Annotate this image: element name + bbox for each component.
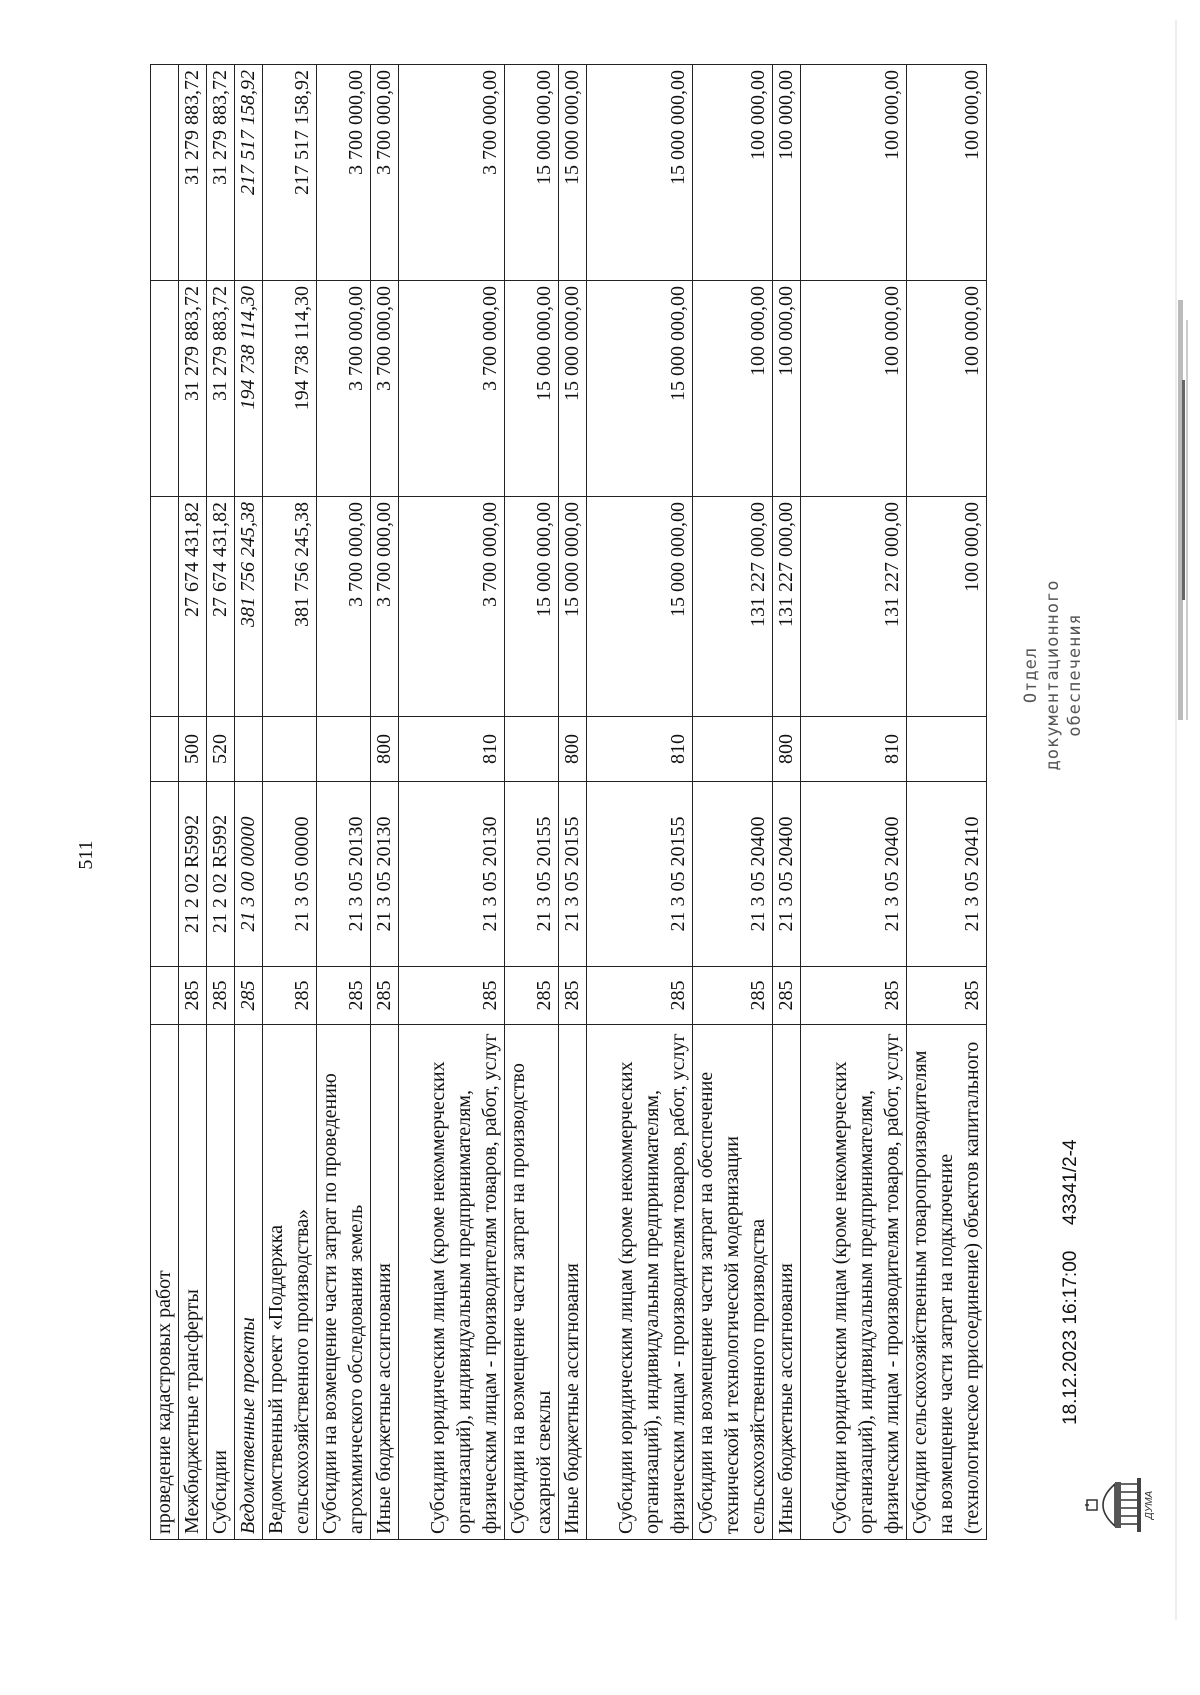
cell-name: Субсидии юридическим лицам (кроме некоммерческих организаций), индивидуальным предпринимателям, физическим лицам - производителям товаров, работ, услуг	[801, 1025, 907, 1540]
cell-target-article	[151, 782, 179, 967]
table-body	[151, 65, 987, 1540]
cell-amount-2: 3 700 000,00	[317, 281, 371, 497]
cell-name: проведение кадастровых работ	[151, 1025, 179, 1540]
cell-amount-3: 15 000 000,00	[587, 65, 693, 281]
footer-date: 18.12.2023 16:17:00	[1060, 1250, 1081, 1425]
cell-amount-2: 31 279 883,72	[207, 281, 235, 497]
cell-name: Субсидии сельскохозяйственным товаропроизводителям на возмещение части затрат на подключение (технологическое присоединение) объектов капитального	[907, 1025, 987, 1540]
cell-grbs: 285	[317, 967, 371, 1025]
department-stamp	[1020, 565, 1086, 785]
cell-target-article: 21 3 05 20400	[773, 782, 801, 967]
table-row	[907, 65, 987, 1540]
cell-target-article: 21 3 00 00000	[235, 782, 263, 967]
cell-expense-type	[151, 717, 179, 782]
cell-grbs	[151, 967, 179, 1025]
cell-target-article: 21 3 05 20400	[801, 782, 907, 967]
table-row	[559, 65, 587, 1540]
cell-amount-3: 3 700 000,00	[371, 65, 399, 281]
table-row	[263, 65, 317, 1540]
cell-grbs: 285	[505, 967, 559, 1025]
cell-expense-type: 800	[773, 717, 801, 782]
cell-amount-2: 31 279 883,72	[179, 281, 207, 497]
cell-name: Субсидии юридическим лицам (кроме некоммерческих организаций), индивидуальным предпринимателям, физическим лицам - производителям товаров, работ, услуг	[587, 1025, 693, 1540]
cell-name: Субсидии юридическим лицам (кроме некоммерческих организаций), индивидуальным предпринимателям, физическим лицам - производителям товаров, работ, услуг	[399, 1025, 505, 1540]
cell-target-article: 21 3 05 20130	[371, 782, 399, 967]
table-row	[151, 65, 179, 1540]
cell-amount-1: 3 700 000,00	[317, 497, 371, 717]
cell-amount-2: 100 000,00	[773, 281, 801, 497]
cell-amount-3: 217 517 158,92	[235, 65, 263, 281]
cell-expense-type: 500	[179, 717, 207, 782]
cell-name: Иные бюджетные ассигнования	[559, 1025, 587, 1540]
cell-amount-1: 131 227 000,00	[773, 497, 801, 717]
cell-amount-2: 15 000 000,00	[587, 281, 693, 497]
cell-expense-type	[317, 717, 371, 782]
cell-amount-2: 15 000 000,00	[559, 281, 587, 497]
cell-amount-2: 3 700 000,00	[371, 281, 399, 497]
cell-expense-type: 810	[587, 717, 693, 782]
cell-target-article: 21 3 05 20130	[317, 782, 371, 967]
cell-amount-1: 15 000 000,00	[505, 497, 559, 717]
cell-grbs: 285	[773, 967, 801, 1025]
cell-amount-3: 31 279 883,72	[179, 65, 207, 281]
cell-amount-3: 3 700 000,00	[399, 65, 505, 281]
cell-amount-1: 131 227 000,00	[801, 497, 907, 717]
cell-grbs: 285	[263, 967, 317, 1025]
cell-target-article: 21 2 02 R5992	[207, 782, 235, 967]
table-row	[773, 65, 801, 1540]
cell-amount-3	[151, 65, 179, 281]
cell-name: Ведомственные проекты	[235, 1025, 263, 1540]
cell-grbs: 285	[801, 967, 907, 1025]
cell-grbs: 285	[235, 967, 263, 1025]
cell-target-article: 21 3 05 20400	[693, 782, 773, 967]
cell-grbs: 285	[587, 967, 693, 1025]
cell-amount-1: 100 000,00	[907, 497, 987, 717]
table-row	[179, 65, 207, 1540]
cell-amount-3: 31 279 883,72	[207, 65, 235, 281]
cell-amount-1: 15 000 000,00	[559, 497, 587, 717]
cell-name: Субсидии	[207, 1025, 235, 1540]
cell-amount-2	[151, 281, 179, 497]
cell-amount-3: 3 700 000,00	[317, 65, 371, 281]
cell-name: Иные бюджетные ассигнования	[773, 1025, 801, 1540]
table-row	[399, 65, 505, 1540]
cell-expense-type	[505, 717, 559, 782]
cell-grbs: 285	[693, 967, 773, 1025]
cell-name: Субсидии на возмещение части затрат на производство сахарной свеклы	[505, 1025, 559, 1540]
page-number: 511	[75, 840, 97, 870]
table-row	[235, 65, 263, 1540]
cell-target-article: 21 2 02 R5992	[179, 782, 207, 967]
cell-amount-1: 131 227 000,00	[693, 497, 773, 717]
cell-amount-1: 381 756 245,38	[235, 497, 263, 717]
cell-grbs: 285	[207, 967, 235, 1025]
cell-grbs: 285	[559, 967, 587, 1025]
cell-amount-3: 100 000,00	[907, 65, 987, 281]
cell-name: Субсидии на возмещение части затрат по проведению агрохимического обследования земель	[317, 1025, 371, 1540]
table-row	[693, 65, 773, 1540]
cell-expense-type	[907, 717, 987, 782]
logo-text: ДУМА	[1144, 1490, 1155, 1520]
scan-edge-marks	[1120, 0, 1200, 1695]
cell-grbs: 285	[907, 967, 987, 1025]
cell-target-article: 21 3 05 20410	[907, 782, 987, 967]
cell-amount-3: 15 000 000,00	[559, 65, 587, 281]
cell-expense-type: 810	[801, 717, 907, 782]
cell-expense-type: 800	[371, 717, 399, 782]
cell-name: Иные бюджетные ассигнования	[371, 1025, 399, 1540]
table-row	[801, 65, 907, 1540]
cell-grbs: 285	[371, 967, 399, 1025]
cell-amount-2: 194 738 114,30	[235, 281, 263, 497]
cell-expense-type: 520	[207, 717, 235, 782]
cell-amount-1	[151, 497, 179, 717]
cell-name: Ведомственный проект «Поддержка сельскохозяйственного производства»	[263, 1025, 317, 1540]
cell-name: Межбюджетные трансферты	[179, 1025, 207, 1540]
cell-amount-2: 100 000,00	[801, 281, 907, 497]
cell-target-article: 21 3 05 20155	[587, 782, 693, 967]
cell-target-article: 21 3 05 20155	[505, 782, 559, 967]
cell-amount-3: 100 000,00	[801, 65, 907, 281]
cell-target-article: 21 3 05 00000	[263, 782, 317, 967]
table-row	[587, 65, 693, 1540]
cell-amount-3: 15 000 000,00	[505, 65, 559, 281]
cell-expense-type: 800	[559, 717, 587, 782]
cell-amount-1: 3 700 000,00	[399, 497, 505, 717]
footer-document-code: 43341/2-4	[1060, 1139, 1081, 1225]
cell-grbs: 285	[179, 967, 207, 1025]
cell-amount-3: 100 000,00	[773, 65, 801, 281]
table-row	[371, 65, 399, 1540]
stamp-line-1: Отдел документационного	[1021, 579, 1063, 771]
cell-amount-2: 100 000,00	[693, 281, 773, 497]
budget-table	[150, 64, 987, 1540]
cell-amount-1: 15 000 000,00	[587, 497, 693, 717]
cell-expense-type	[263, 717, 317, 782]
cell-amount-2: 194 738 114,30	[263, 281, 317, 497]
stamp-line-2: обеспечения	[1065, 613, 1085, 737]
cell-amount-1: 381 756 245,38	[263, 497, 317, 717]
cell-amount-1: 27 674 431,82	[207, 497, 235, 717]
cell-amount-1: 27 674 431,82	[179, 497, 207, 717]
cell-amount-2: 3 700 000,00	[399, 281, 505, 497]
cell-expense-type	[693, 717, 773, 782]
cell-grbs: 285	[399, 967, 505, 1025]
cell-amount-2: 100 000,00	[907, 281, 987, 497]
cell-amount-1: 3 700 000,00	[371, 497, 399, 717]
cell-name: Субсидии на возмещение части затрат на обеспечение технической и технологической модернизации сельскохозяйственного производства	[693, 1025, 773, 1540]
table-row	[207, 65, 235, 1540]
cell-target-article: 21 3 05 20130	[399, 782, 505, 967]
cell-target-article: 21 3 05 20155	[559, 782, 587, 967]
cell-expense-type	[235, 717, 263, 782]
cell-amount-3: 100 000,00	[693, 65, 773, 281]
cell-amount-3: 217 517 158,92	[263, 65, 317, 281]
cell-expense-type: 810	[399, 717, 505, 782]
table-row	[317, 65, 371, 1540]
cell-amount-2: 15 000 000,00	[505, 281, 559, 497]
table-row	[505, 65, 559, 1540]
